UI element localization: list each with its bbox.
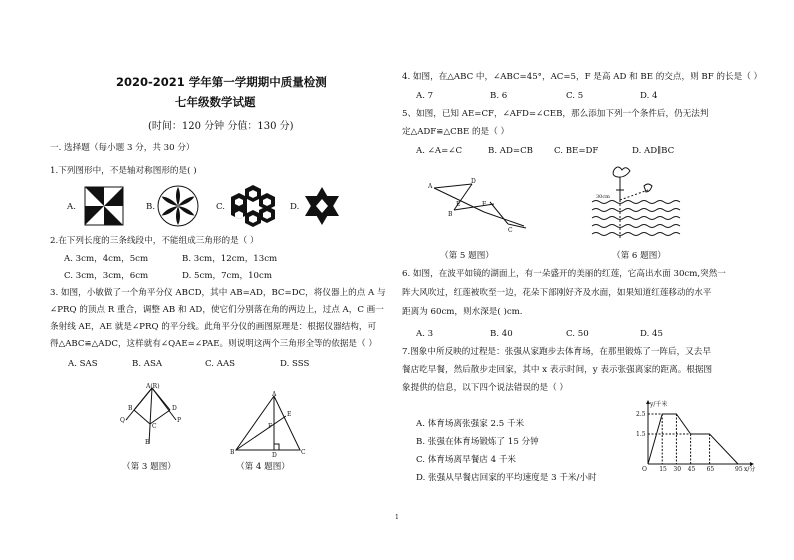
- q5-line-2: 定△ADF≌△CBE 的是（ ）: [402, 127, 510, 137]
- q5-opt-c: C. BE=DF: [554, 146, 599, 156]
- q5-label-c: C: [508, 227, 513, 234]
- x-axis-label: x/分: [744, 466, 756, 473]
- x-tick-45: 45: [687, 466, 696, 473]
- q7-opt-d: D. 张强从早餐店回家的平均速度是 3 千米/小时: [416, 473, 597, 483]
- x-tick-30: 30: [673, 466, 682, 473]
- flower-figure: [157, 185, 199, 227]
- x-tick-15: 15: [659, 466, 667, 473]
- q4-opt-b: B. 6: [490, 91, 508, 101]
- q4-label-c: C: [301, 449, 306, 456]
- q6-figure-label: 30cm: [596, 194, 610, 200]
- distance-line: [648, 414, 738, 464]
- q7-opt-b: B. 张强在体育场锻炼了 15 分钟: [416, 437, 539, 447]
- q5-line-1: 5、如图，已知 AE=CF，∠AFD=∠CEB，那么添加下列一个条件后，仍无法判: [402, 109, 709, 119]
- q4-label-a: A: [272, 391, 277, 398]
- q6-figure-caption: （第 6 题图）: [612, 251, 666, 261]
- q4-opt-c: C. 5: [566, 91, 584, 101]
- q1-opt-d: D.: [290, 202, 300, 212]
- angle-bisector-figure: [120, 384, 190, 449]
- q2-opt-b: B. 3cm，12cm，13cm: [182, 254, 278, 264]
- distance-time-graph: [628, 398, 758, 474]
- q5-label-a: A: [428, 183, 433, 190]
- q6-opt-d: D. 45: [640, 329, 663, 339]
- pinwheel-figure: [84, 186, 124, 226]
- q4-label-e: E: [287, 411, 292, 418]
- parallelogram-figure: [428, 176, 528, 236]
- exam-info: (时间：120 分钟 分值：130 分): [148, 121, 294, 132]
- x-tick-95: 95: [735, 466, 743, 473]
- exam-title: 2020-2021 学年第一学期期中质量检测: [116, 75, 327, 89]
- q6-line-1: 6. 如图，在波平如镜的湖面上，有一朵盛开的美丽的红莲，它高出水面 30cm,突然一: [402, 269, 726, 279]
- origin-label: O: [642, 466, 647, 473]
- hexagon-cluster-figure: [230, 183, 276, 229]
- q5-opt-b: B. AD=CB: [488, 146, 533, 156]
- q4-label-b: B: [230, 449, 235, 456]
- q7-opt-c: C. 体育场离早餐店 4 千米: [416, 455, 517, 465]
- q6-opt-b: B. 40: [490, 329, 513, 339]
- y-tick-1.5: 1.5: [636, 431, 646, 438]
- q3-opt-b: B. ASA: [132, 359, 163, 369]
- q4-opt-a: A. 7: [416, 91, 434, 101]
- q5-label-f: F: [482, 201, 487, 208]
- q2-stem: 2.在下列长度的三条线段中，不能组成三角形的是（ ）: [50, 236, 259, 246]
- q7-line-1: 7.图象中所反映的过程是：张强从家跑步去体育场，在那里锻炼了一阵后，又去早: [402, 347, 711, 357]
- q6-line-2: 阵大风吹过，红莲被吹至一边，花朵下部刚好齐及水面，如果知道红莲移动的水平: [402, 288, 712, 298]
- star-of-david-figure: [304, 186, 340, 226]
- exam-subtitle: 七年级数学试题: [175, 95, 256, 109]
- q2-opt-c: C. 3cm，3cm，6cm: [64, 271, 149, 281]
- q2-opt-d: D. 5cm，7cm，10cm: [182, 271, 272, 281]
- q1-opt-a: A.: [67, 202, 76, 212]
- q6-line-3: 距离为 60cm，则水深是( )cm.: [402, 307, 523, 317]
- q2-opt-a: A. 3cm，4cm，5cm: [64, 254, 149, 264]
- triangle-altitudes-figure: [230, 391, 310, 459]
- q3-line-3: 条射线 AE，AE 就是∠PRQ 的平分线。此角平分仪的画图原理是：根据仪器结构，可: [50, 322, 377, 332]
- q5-opt-a: A. ∠A=∠C: [416, 146, 463, 156]
- q1-opt-c: C.: [216, 202, 226, 212]
- q3-opt-a: A. SAS: [68, 359, 98, 369]
- q3-label-p: P: [177, 417, 182, 424]
- q3-line-4: 得△ABC≌△ADC，这样就有∠QAE=∠PAE。则说明这两个三角形全等的依据是（ ）: [50, 339, 377, 349]
- x-tick-65: 65: [706, 466, 715, 473]
- q3-label-b: B: [128, 405, 133, 412]
- q5-figure-caption: （第 5 题图）: [440, 251, 494, 261]
- q5-label-e: E: [456, 201, 461, 208]
- q6-opt-c: C. 50: [566, 329, 589, 339]
- y-axis-label: y/千米: [650, 401, 668, 408]
- q4-figure-caption: （第 4 题图）: [236, 462, 290, 472]
- q3-label-q: Q: [120, 417, 125, 424]
- q5-label-b: B: [448, 211, 453, 218]
- q6-opt-a: A. 3: [416, 329, 434, 339]
- q5-label-d: D: [471, 178, 476, 185]
- q3-opt-d: D. SSS: [280, 359, 310, 369]
- q5-opt-d: D. AD∥BC: [632, 146, 675, 156]
- q3-label-d: D: [172, 405, 177, 412]
- q7-line-2: 餐店吃早餐，然后散步走回家，其中 x 表示时间，y 表示张强离家的距离。根据图: [402, 365, 713, 375]
- q4-label-f: F: [268, 423, 273, 430]
- q3-line-2: ∠PRQ 的顶点 R 重合，调整 AB 和 AD，使它们分别落在角的两边上，过点 A，C 画一: [50, 305, 384, 315]
- q4-opt-d: D. 4: [640, 91, 658, 101]
- q1-opt-b: B.: [146, 202, 156, 212]
- lotus-lake-figure: [592, 166, 682, 242]
- page-number: 1: [395, 514, 399, 521]
- q3-label-c: C: [152, 423, 157, 430]
- q4-label-d: D: [272, 452, 277, 459]
- q3-label-e: E: [145, 439, 150, 446]
- y-tick-2.5: 2.5: [636, 411, 646, 418]
- section-title: 一. 选择题（每小题 3 分，共 30 分）: [50, 143, 195, 153]
- q3-label-a: A(R): [146, 383, 160, 390]
- q3-opt-c: C. AAS: [205, 359, 236, 369]
- q3-figure-caption: （第 3 题图）: [122, 462, 176, 472]
- q3-line-1: 3. 如图，小敏做了一个角平分仪 ABCD，其中 AB=AD，BC=DC，将仪器上的点 A 与: [50, 288, 386, 298]
- q7-line-3: 象提供的信息，以下四个说法错误的是（ ）: [402, 383, 569, 393]
- q7-opt-a: A. 体育场离张强家 2.5 千米: [416, 419, 525, 429]
- q4-stem: 4. 如图，在△ABC 中，∠ABC=45°，AC=5，F 是高 AD 和 BE 的交点，则 BF 的长是（ ）: [402, 72, 763, 82]
- q1-stem: 1.下列图形中，不是轴对称图形的是( ): [50, 166, 197, 176]
